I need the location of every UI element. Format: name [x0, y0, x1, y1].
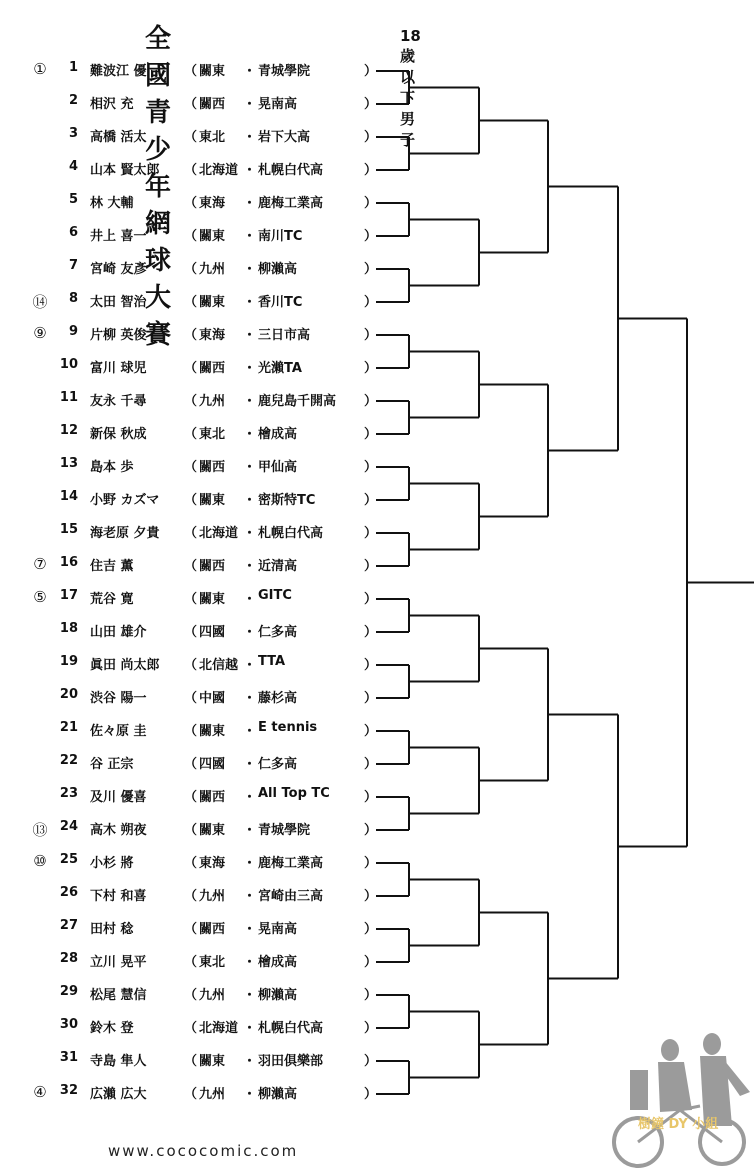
region-name: 九州 [199, 988, 226, 1003]
school-name: 青城學院 [258, 64, 311, 79]
open-paren: （ [184, 1087, 198, 1102]
player-name: 片柳 英俊 [90, 328, 147, 343]
separator-dot: ・ [243, 130, 257, 145]
close-paren: ） [364, 130, 378, 145]
region-name: 北信越 [199, 658, 239, 673]
separator-dot: ・ [243, 988, 257, 1003]
entry-number: 12 [59, 423, 78, 438]
close-paren: ） [364, 328, 378, 343]
school-name: 宮崎由三高 [258, 889, 324, 904]
region-name: 九州 [199, 1087, 226, 1102]
footer-url: www.cococomic.com [108, 1142, 299, 1160]
school-name: 柳瀨高 [258, 262, 298, 277]
player-name: 宮崎 友彥 [90, 262, 147, 277]
region-name: 四國 [199, 757, 226, 772]
entry-number: 20 [59, 687, 78, 702]
separator-dot: ・ [243, 955, 257, 970]
open-paren: （ [184, 691, 198, 706]
school-name: All Top TC [258, 786, 330, 801]
close-paren: ） [364, 856, 378, 871]
player-name: 難波江 優 [90, 64, 147, 79]
player-name: 田村 稔 [90, 922, 134, 937]
separator-dot: ・ [243, 559, 257, 574]
region-name: 關東 [199, 592, 226, 607]
open-paren: （ [184, 625, 198, 640]
close-paren: ） [364, 1087, 378, 1102]
school-name: TTA [258, 654, 286, 669]
separator-dot: ・ [243, 394, 257, 409]
player-name: 富川 球児 [90, 361, 147, 376]
player-name: 谷 正宗 [90, 757, 134, 772]
open-paren: （ [184, 64, 198, 79]
entry-number: 29 [59, 984, 78, 999]
player-name: 荒谷 寛 [90, 592, 134, 607]
separator-dot: ・ [243, 724, 257, 739]
player-name: 及川 優喜 [90, 790, 147, 805]
entry-number: 14 [59, 489, 78, 504]
region-name: 東海 [199, 328, 226, 343]
region-name: 關西 [199, 460, 226, 475]
seed-badge: ⑭ [32, 293, 48, 311]
open-paren: （ [184, 658, 198, 673]
region-name: 四國 [199, 625, 226, 640]
entry-number: 19 [59, 654, 78, 669]
region-name: 東海 [199, 856, 226, 871]
player-name: 新保 秋成 [90, 427, 147, 442]
entry-number: 30 [59, 1017, 78, 1032]
player-name: 井上 喜一 [90, 229, 147, 244]
region-name: 關東 [199, 493, 226, 508]
entry-number: 22 [59, 753, 78, 768]
close-paren: ） [364, 1021, 378, 1036]
close-paren: ） [364, 889, 378, 904]
region-name: 九州 [199, 394, 226, 409]
entry-number: 5 [68, 192, 78, 207]
school-name: 檜成高 [258, 427, 298, 442]
school-name: 青城學院 [258, 823, 311, 838]
close-paren: ） [364, 988, 378, 1003]
open-paren: （ [184, 97, 198, 112]
open-paren: （ [184, 823, 198, 838]
player-name: 小野 カズマ [90, 493, 160, 508]
bicycle-silhouette-icon [600, 1030, 754, 1170]
separator-dot: ・ [243, 97, 257, 112]
separator-dot: ・ [243, 1054, 257, 1069]
player-name: 松尾 慧信 [90, 988, 147, 1003]
close-paren: ） [364, 724, 378, 739]
entry-number: 2 [68, 93, 78, 108]
open-paren: （ [184, 196, 198, 211]
open-paren: （ [184, 526, 198, 541]
region-name: 關西 [199, 559, 226, 574]
region-name: 九州 [199, 889, 226, 904]
close-paren: ） [364, 823, 378, 838]
entry-number: 8 [68, 291, 78, 306]
school-name: 密斯特TC [258, 493, 316, 508]
separator-dot: ・ [243, 361, 257, 376]
region-name: 關東 [199, 724, 226, 739]
open-paren: （ [184, 394, 198, 409]
close-paren: ） [364, 229, 378, 244]
entry-number: 27 [59, 918, 78, 933]
close-paren: ） [364, 427, 378, 442]
player-name: 渋谷 陽一 [90, 691, 147, 706]
close-paren: ） [364, 196, 378, 211]
separator-dot: ・ [243, 64, 257, 79]
close-paren: ） [364, 559, 378, 574]
school-name: 近清高 [258, 559, 298, 574]
region-name: 關西 [199, 922, 226, 937]
separator-dot: ・ [243, 427, 257, 442]
region-name: 關東 [199, 229, 226, 244]
close-paren: ） [364, 790, 378, 805]
separator-dot: ・ [243, 757, 257, 772]
entry-number: 15 [59, 522, 78, 537]
open-paren: （ [184, 130, 198, 145]
close-paren: ） [364, 493, 378, 508]
region-name: 北海道 [199, 163, 239, 178]
seed-badge: ⑨ [33, 324, 47, 342]
school-name: 藤杉高 [258, 691, 298, 706]
close-paren: ） [364, 757, 378, 772]
entry-number: 11 [59, 390, 78, 405]
separator-dot: ・ [243, 1087, 257, 1102]
region-name: 關東 [199, 295, 226, 310]
school-name: 甲仙高 [258, 460, 298, 475]
close-paren: ） [364, 658, 378, 673]
school-name: 札幌白代高 [258, 526, 324, 541]
separator-dot: ・ [243, 163, 257, 178]
open-paren: （ [184, 1021, 198, 1036]
open-paren: （ [184, 856, 198, 871]
entry-number: 28 [59, 951, 78, 966]
player-name: 寺島 隼人 [90, 1054, 147, 1069]
player-name: 広瀨 広大 [90, 1087, 147, 1102]
entry-number: 23 [59, 786, 78, 801]
player-name: 山本 賢太郎 [90, 163, 160, 178]
open-paren: （ [184, 559, 198, 574]
close-paren: ） [364, 691, 378, 706]
seed-badge: ⑩ [33, 852, 47, 870]
player-name: 高木 朔夜 [90, 823, 147, 838]
open-paren: （ [184, 229, 198, 244]
close-paren: ） [364, 1054, 378, 1069]
region-name: 關東 [199, 823, 226, 838]
entry-number: 18 [59, 621, 78, 636]
entry-number: 24 [59, 819, 78, 834]
player-name: 山田 雄介 [90, 625, 147, 640]
entry-number: 4 [68, 159, 78, 174]
player-name: 立川 晃平 [90, 955, 147, 970]
open-paren: （ [184, 988, 198, 1003]
player-name: 高橋 活太 [90, 130, 147, 145]
close-paren: ） [364, 64, 378, 79]
player-name: 太田 智治 [90, 295, 147, 310]
open-paren: （ [184, 262, 198, 277]
separator-dot: ・ [243, 262, 257, 277]
separator-dot: ・ [243, 790, 257, 805]
separator-dot: ・ [243, 295, 257, 310]
seed-badge: ⑬ [32, 821, 48, 839]
entry-number: 25 [59, 852, 78, 867]
player-name: 下村 和喜 [90, 889, 147, 904]
school-name: 檜成高 [258, 955, 298, 970]
close-paren: ） [364, 361, 378, 376]
seed-badge: ⑤ [33, 588, 47, 606]
school-name: 鹿梅工業高 [258, 856, 324, 871]
close-paren: ） [364, 592, 378, 607]
close-paren: ） [364, 526, 378, 541]
region-name: 東北 [199, 955, 226, 970]
close-paren: ） [364, 262, 378, 277]
player-name: 住吉 薫 [90, 559, 134, 574]
separator-dot: ・ [243, 526, 257, 541]
region-name: 關東 [199, 64, 226, 79]
open-paren: （ [184, 922, 198, 937]
entry-number: 16 [59, 555, 78, 570]
separator-dot: ・ [243, 823, 257, 838]
player-name: 林 大輔 [90, 196, 134, 211]
region-name: 東北 [199, 427, 226, 442]
region-name: 北海道 [199, 526, 239, 541]
close-paren: ） [364, 625, 378, 640]
open-paren: （ [184, 493, 198, 508]
entry-number: 7 [68, 258, 78, 273]
close-paren: ） [364, 163, 378, 178]
open-paren: （ [184, 1054, 198, 1069]
school-name: 札幌白代高 [258, 163, 324, 178]
separator-dot: ・ [243, 658, 257, 673]
open-paren: （ [184, 724, 198, 739]
separator-dot: ・ [243, 691, 257, 706]
entry-number: 26 [59, 885, 78, 900]
separator-dot: ・ [243, 592, 257, 607]
school-name: 柳瀨高 [258, 1087, 298, 1102]
entry-number: 21 [59, 720, 78, 735]
page-title: 全國青少年網球大賽 [145, 24, 173, 350]
school-name: 光瀨TA [258, 361, 302, 376]
entry-number: 1 [68, 60, 78, 75]
close-paren: ） [364, 922, 378, 937]
entry-number: 32 [59, 1083, 78, 1098]
separator-dot: ・ [243, 889, 257, 904]
region-name: 九州 [199, 262, 226, 277]
open-paren: （ [184, 757, 198, 772]
separator-dot: ・ [243, 229, 257, 244]
entry-number: 9 [68, 324, 78, 339]
close-paren: ） [364, 394, 378, 409]
close-paren: ） [364, 295, 378, 310]
separator-dot: ・ [243, 460, 257, 475]
entry-number: 31 [59, 1050, 78, 1065]
separator-dot: ・ [243, 493, 257, 508]
svg-text:樹鐘 DY 小組: 樹鐘 DY 小組 [638, 1117, 719, 1132]
player-name: 海老原 夕貴 [90, 526, 160, 541]
entry-number: 10 [59, 357, 78, 372]
player-name: 佐々原 圭 [90, 724, 147, 739]
player-name: 相沢 充 [90, 97, 134, 112]
separator-dot: ・ [243, 625, 257, 640]
separator-dot: ・ [243, 1021, 257, 1036]
player-name: 眞田 尚太郎 [90, 658, 160, 673]
open-paren: （ [184, 361, 198, 376]
entry-number: 6 [68, 225, 78, 240]
region-name: 關西 [199, 97, 226, 112]
seed-badge: ⑦ [33, 555, 47, 573]
player-name: 島本 歩 [90, 460, 134, 475]
open-paren: （ [184, 790, 198, 805]
school-name: 晃南高 [258, 922, 298, 937]
school-name: 仁多高 [258, 625, 298, 640]
player-name: 鈴木 登 [90, 1021, 134, 1036]
open-paren: （ [184, 427, 198, 442]
region-name: 東北 [199, 130, 226, 145]
school-name: 札幌白代高 [258, 1021, 324, 1036]
school-name: 岩下大高 [258, 130, 311, 145]
separator-dot: ・ [243, 328, 257, 343]
open-paren: （ [184, 460, 198, 475]
page-subtitle: 18歲以下男子 [400, 27, 421, 149]
school-name: 香川TC [258, 295, 303, 310]
close-paren: ） [364, 955, 378, 970]
open-paren: （ [184, 955, 198, 970]
region-name: 關西 [199, 361, 226, 376]
open-paren: （ [184, 889, 198, 904]
school-name: 南川TC [258, 229, 303, 244]
separator-dot: ・ [243, 922, 257, 937]
school-name: GITC [258, 588, 292, 603]
region-name: 中國 [199, 691, 226, 706]
school-name: 羽田俱樂部 [258, 1054, 324, 1069]
open-paren: （ [184, 328, 198, 343]
seed-badge: ① [33, 60, 47, 78]
region-name: 北海道 [199, 1021, 239, 1036]
open-paren: （ [184, 163, 198, 178]
separator-dot: ・ [243, 196, 257, 211]
school-name: E tennis [258, 720, 318, 735]
region-name: 關西 [199, 790, 226, 805]
open-paren: （ [184, 295, 198, 310]
entry-number: 3 [68, 126, 78, 141]
school-name: 仁多高 [258, 757, 298, 772]
separator-dot: ・ [243, 856, 257, 871]
region-name: 東海 [199, 196, 226, 211]
region-name: 關東 [199, 1054, 226, 1069]
open-paren: （ [184, 592, 198, 607]
school-name: 三日市高 [258, 328, 311, 343]
close-paren: ） [364, 460, 378, 475]
school-name: 鹿梅工業高 [258, 196, 324, 211]
entry-number: 13 [59, 456, 78, 471]
player-name: 友永 千尋 [90, 394, 147, 409]
entry-number: 17 [59, 588, 78, 603]
seed-badge: ④ [33, 1083, 47, 1101]
school-name: 晃南高 [258, 97, 298, 112]
player-name: 小杉 將 [90, 856, 134, 871]
close-paren: ） [364, 97, 378, 112]
school-name: 柳瀨高 [258, 988, 298, 1003]
school-name: 鹿兒島千開高 [258, 394, 337, 409]
